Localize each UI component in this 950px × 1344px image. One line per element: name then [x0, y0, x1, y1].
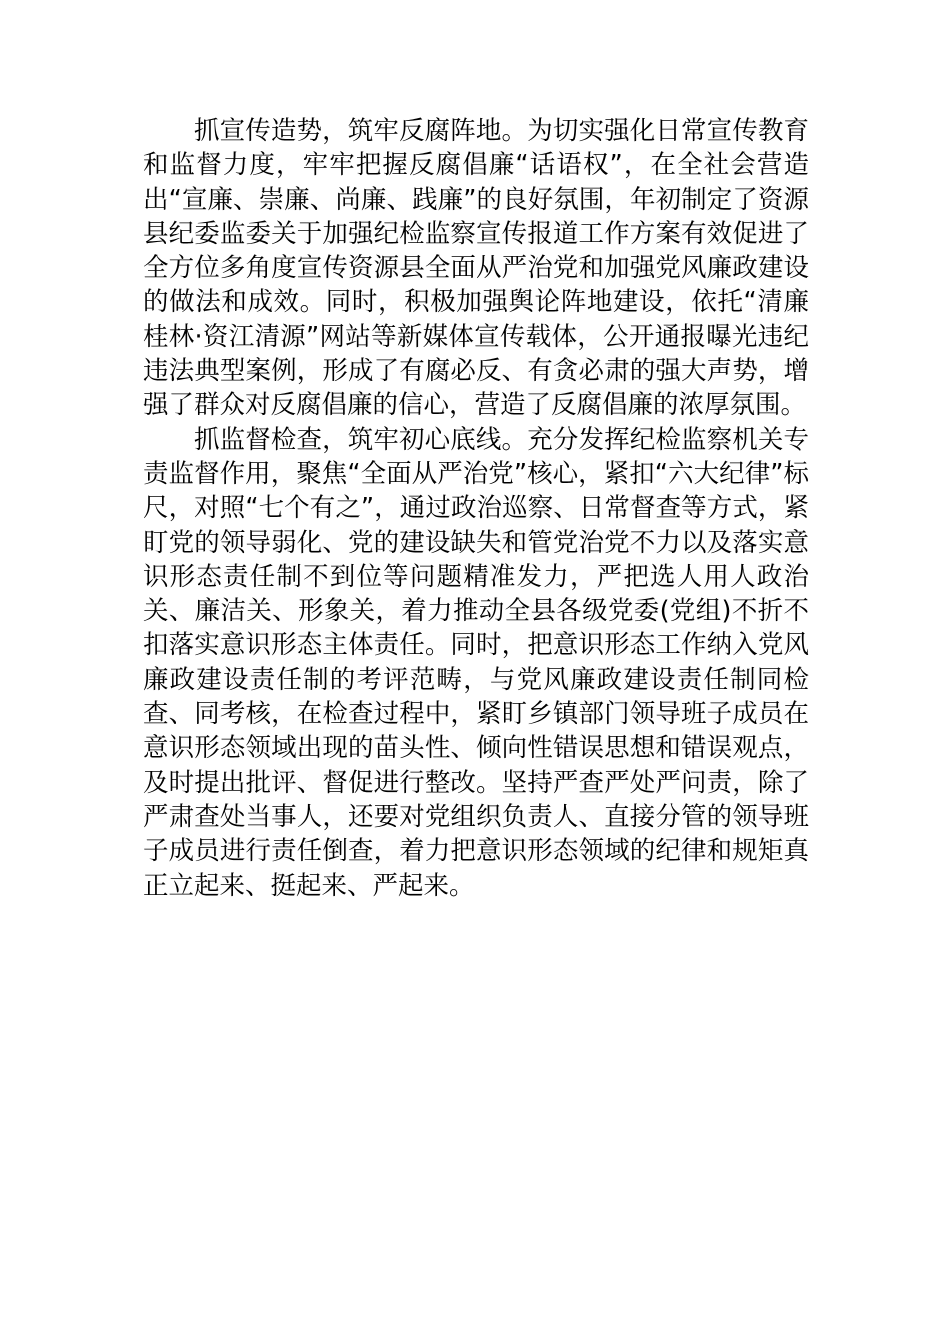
paragraph-supervision: 抓监督检查，筑牢初心底线。充分发挥纪检监察机关专责监督作用，聚焦“全面从严治党”核心，紧扣“六大纪律”标尺，对照“七个有之”，通过政治巡察、日常督查等方式，紧盯党的领导弱化、党的建设缺失和管党治党不力以及落实意识形态责任制不到位等问题精准发力，严把选人用人政治关、廉洁关、形象关，着力推动全县各级党委(党组)不折不扣落实意识形态主体责任。同时，把意识形态工作纳入党风廉政建设责任制的考评范畴，与党风廉政建设责任制同检查、同考核，在检查过程中，紧盯乡镇部门领导班子成员在意识形态领域出现的苗头性、倾向性错误思想和错误观点，及时提出批评、督促进行整改。坚持严查严处严问责，除了严肃查处当事人，还要对党组织负责人、直接分管的领导班子成员进行责任倒查，着力把意识形态领域的纪律和规矩真正立起来、挺起来、严起来。 [143, 424, 809, 901]
document-body [143, 114, 809, 903]
paragraph-propaganda: 抓宣传造势，筑牢反腐阵地。为切实强化日常宣传教育和监督力度，牢牢把握反腐倡廉“话语权”，在全社会营造出“宣廉、崇廉、尚廉、践廉”的良好氛围，年初制定了资源县纪委监委关于加强纪检监察宣传报道工作方案有效促进了全方位多角度宣传资源县全面从严治党和加强党风廉政建设的做法和成效。同时，积极加强舆论阵地建设，依托“清廉桂林·资江清源”网站等新媒体宣传载体，公开通报曝光违纪违法典型案例，形成了有腐必反、有贪必肃的强大声势，增强了群众对反腐倡廉的信心，营造了反腐倡廉的浓厚氛围。 [143, 116, 809, 421]
